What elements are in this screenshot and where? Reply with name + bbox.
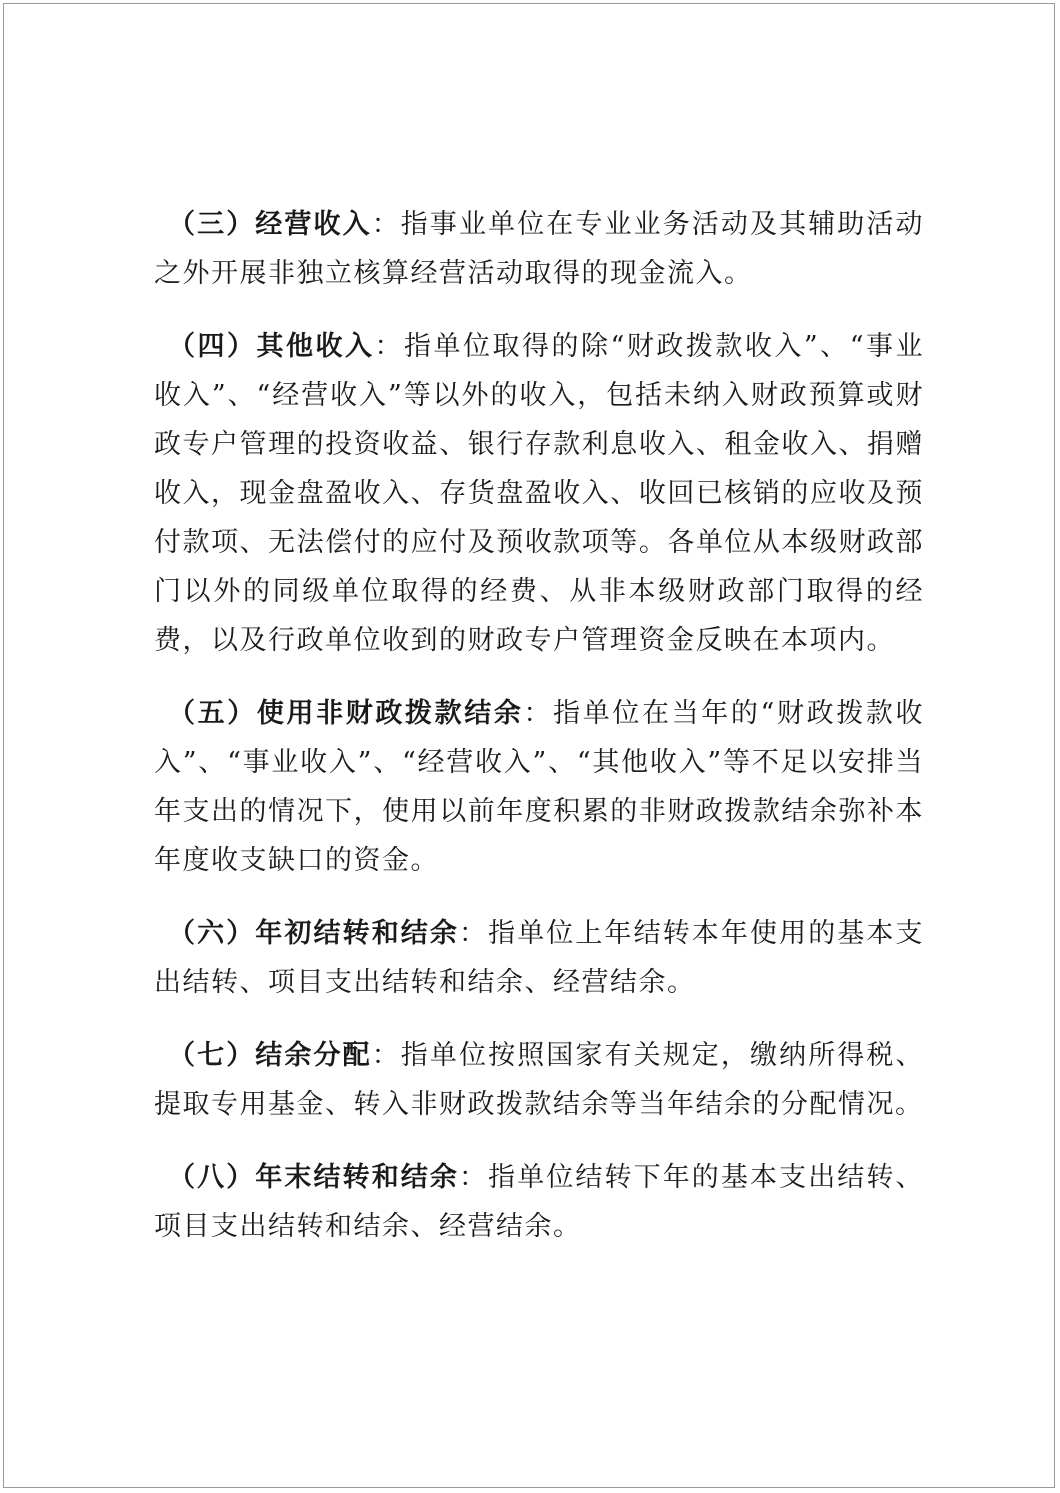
- term-heading: （八）年末结转和结余: [168, 1162, 459, 1193]
- paragraph-surplus-distribution: [154, 1031, 924, 1129]
- document-page: [3, 3, 1055, 1488]
- term-heading: （五）使用非财政拨款结余: [168, 698, 524, 729]
- paragraph-operating-income: [154, 200, 924, 298]
- term-definition: ：指单位上年结转本年使用的基本支出结转、项目支出结转和结余、经营结余。: [154, 918, 924, 998]
- term-definition: ：指事业单位在专业业务活动及其辅助活动之外开展非独立核算经营活动取得的现金流入。: [154, 209, 925, 289]
- term-definition: ：指单位取得的除“财政拨款收入”、“事业收入”、“经营收入”等以外的收入，包括未纳入财政预算或财政专户管理的投资收益、银行存款利息收入、租金收入、捐赠收入，现金盘盈收入、存货盘盈收入、收回已核销的应收及预付款项、无法偿付的应付及预收款项等。各单位从本级财政部门以外的同级单位取得的经费、从非本级财政部门取得的经费，以及行政单位收到的财政专户管理资金反映在本项内。: [154, 331, 924, 656]
- term-heading: （三）经营收入: [168, 209, 372, 240]
- paragraph-non-fiscal-surplus-use: [154, 689, 924, 885]
- term-heading: （四）其他收入: [168, 331, 375, 362]
- term-definition: ：指单位在当年的“财政拨款收入”、“事业收入”、“经营收入”、“其他收入”等不足以安排当年支出的情况下，使用以前年度积累的非财政拨款结余弥补本年度收支缺口的资金。: [154, 698, 924, 876]
- term-definition: ：指单位按照国家有关规定，缴纳所得税、提取专用基金、转入非财政拨款结余等当年结余的分配情况。: [154, 1040, 925, 1120]
- term-heading: （七）结余分配: [168, 1040, 372, 1071]
- term-heading: （六）年初结转和结余: [168, 918, 459, 949]
- paragraph-other-income: [154, 322, 924, 665]
- term-definition: ：指单位结转下年的基本支出结转、项目支出结转和结余、经营结余。: [154, 1162, 924, 1242]
- paragraph-closing-balance: [154, 1153, 924, 1251]
- paragraph-opening-balance: [154, 909, 924, 1007]
- document-body: [154, 200, 924, 1275]
